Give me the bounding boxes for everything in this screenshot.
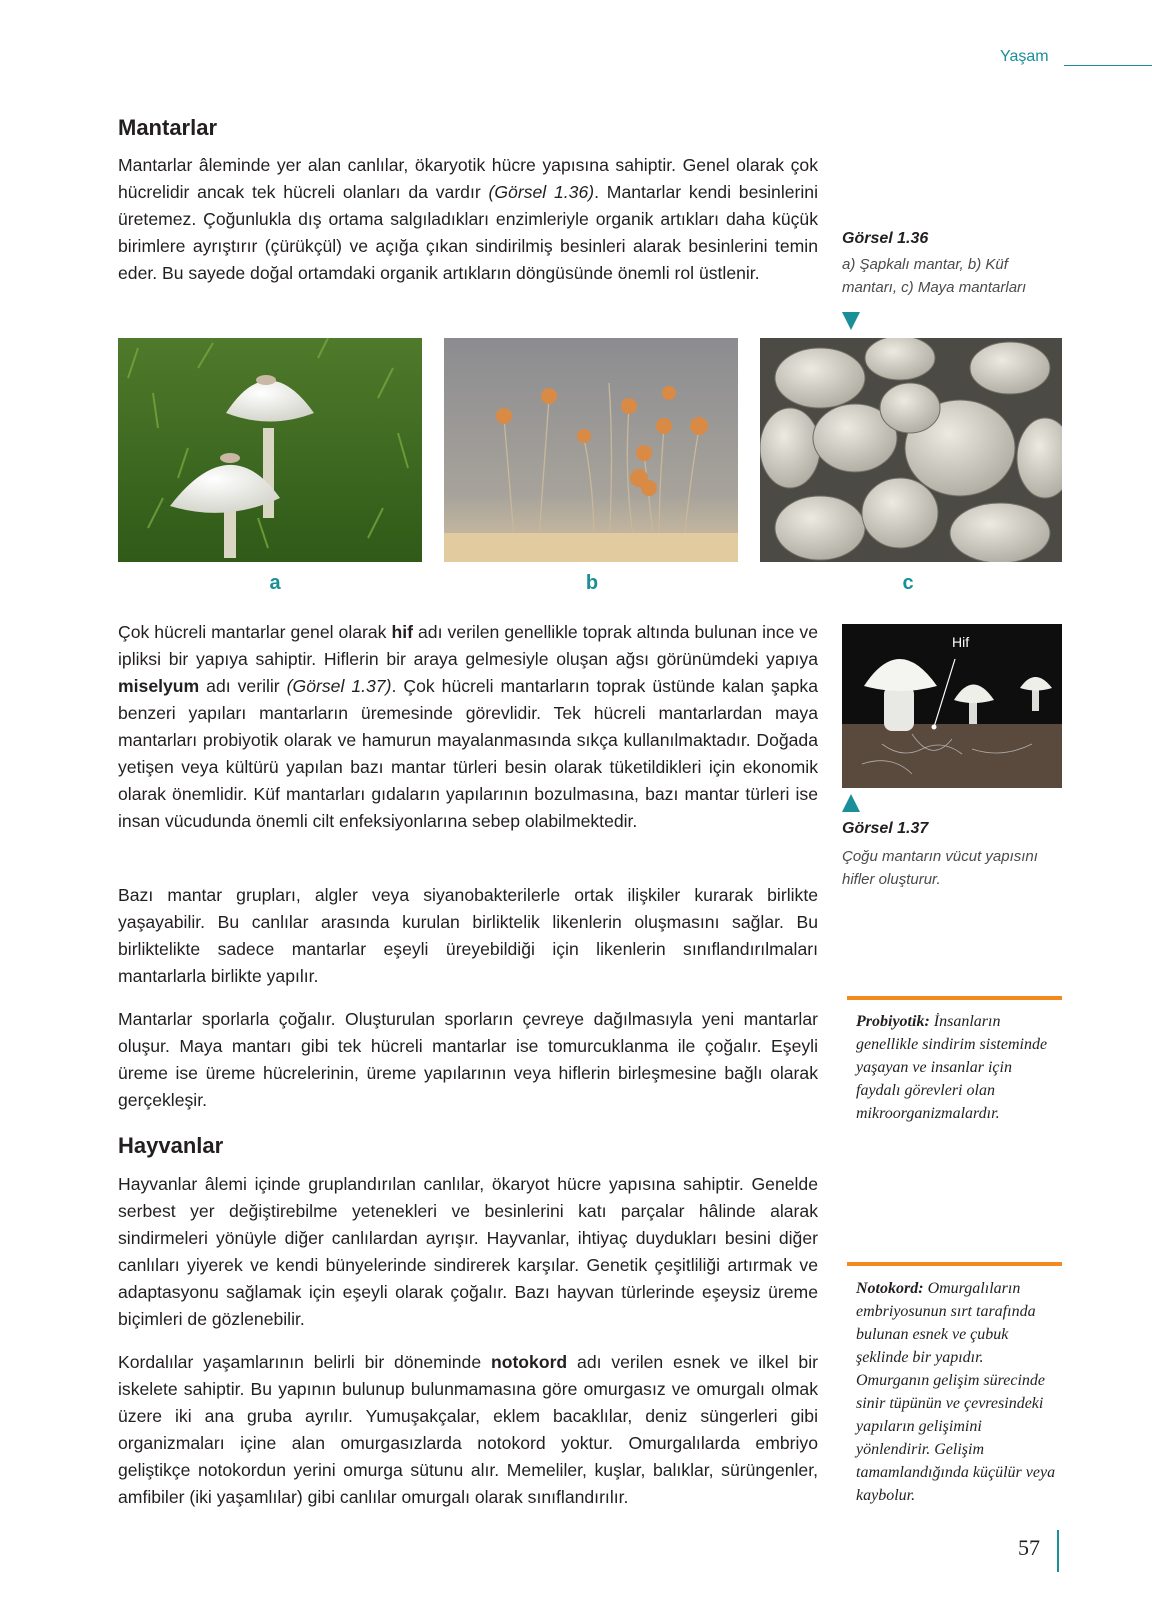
image-mold-fungus xyxy=(444,338,738,562)
running-header-rule xyxy=(1064,65,1152,66)
section-title-hayvanlar: Hayvanlar xyxy=(118,1133,224,1158)
figure-label-a: a xyxy=(269,572,281,594)
figure-1-36-caption: a) Şapkalı mantar, b) Küf mantarı, c) Maya mantarları xyxy=(842,256,1027,296)
figure-1-36-title: Görsel 1.36 xyxy=(842,230,929,247)
figure-label-c: c xyxy=(902,572,914,594)
glossary-notokord: Notokord: Omurgalıların embriyosunun sırt tarafında bulunan esnek ve çubuk şeklinde bir yapıdır. Omurganın gelişim sürecinde sinir tüpünün ve çevresindeki yapıların gelişimini yönlendirir. Gelişim tamamlandığında küçülür veya kaybolur. xyxy=(856,1280,1056,1504)
hayvanlar-paragraph-2: Kordalılar yaşamlarının belirli bir döneminde notokord adı verilen esnek ve ilkel bir iskelete sahiptir. Bu yapının bulunup bulunmamasına göre omurgasız ve omurgalı olmak üzere iki ana gruba ayrılır. Yumuşakçalar, eklem bacaklılar, deniz süngerleri gibi organizmaları içine alan omurgasızlarda notokord yoktur. Omurgalılarda embriyo geliştikçe notokordun yerini omurga sütunu alır. Memeliler, kuşlar, balıklar, sürüngenler, amfibiler (iki yaşamlılar) gibi canlılar omurgalı olarak sınıflandırılır. xyxy=(118,1352,818,1507)
page-number-rule xyxy=(1057,1530,1059,1572)
mantarlar-paragraph-2: Çok hücreli mantarlar genel olarak hif adı verilen genellikle toprak altında bulunan ince ve ipliksi bir yapıya sahiptir. Hiflerin bir araya gelmesiyle oluşan ağsı görünümdeki yapıya miselyum adı verilir (Görsel 1.37). Çok hücreli mantarların toprak üstünde kalan şapka benzeri yapıları mantarların üremesinde görevlidir. Tek hücreli mantarlardan maya mantarları probiyotik olarak ve hamurun mayalanmasında sıkça kullanılmaktadır. Doğada yetişen veya kültürü yapılan bazı mantar türleri besin olarak tüketildikleri için ekonomik olarak önemlidir. Küf mantarları gıdaların yapılarının bozulmasına, bazı mantar türleri ise insan vücudunda önemli cilt enfeksiyonlarına sebep olabilmektedir. xyxy=(118,622,819,831)
figure-label-b: b xyxy=(585,572,599,594)
running-header-section: Yaşam xyxy=(1000,48,1049,65)
page-number: 57 xyxy=(1018,1535,1040,1560)
figure-1-37-title: Görsel 1.37 xyxy=(842,820,929,837)
glossary-probiyotik: Probiyotik: İnsanların genellikle sindirim sisteminde yaşayan ve insanlar için faydalı görevleri olan mikroorganizmalardır. xyxy=(856,1013,1048,1122)
mantarlar-paragraph-1: Mantarlar âleminde yer alan canlılar, ökaryotik hücre yapısına sahiptir. Genel olarak çok hücrelidir ancak tek hücreli olanları da vardır (Görsel 1.36). Mantarlar kendi besinlerini üretemez. Çoğunlukla dış ortama salgıladıkları enzimleriyle organik artıkları daha küçük birimlere ayrıştırır (çürükçül) ve açığa çıkan sindirilmiş besinleri alarak besinlerini temin eder. Bu sayede doğal ortamdaki organik artıkların döngüsünde önemli rol üstlenir. xyxy=(118,155,818,283)
figure-1-37-caption: Çoğu mantarın vücut yapısını hifler oluşturur. xyxy=(842,848,1038,888)
glossary-notokord-rule xyxy=(847,1262,1062,1266)
section-title-mantarlar: Mantarlar xyxy=(118,115,218,140)
hif-callout-label: Hif xyxy=(952,634,970,650)
glossary-probiyotik-rule xyxy=(847,996,1062,1000)
caption-pointer-up-icon xyxy=(842,794,860,812)
image-hyphae-mushroom xyxy=(842,624,1062,788)
mantarlar-paragraph-3: Bazı mantar grupları, algler veya siyanobakterilerle ortak ilişkiler kurarak birlikte yaşayabilir. Bu canlılar arasında kurulan birliktelik likenlerin oluşmasını sağlar. Bu birliktelikte sadece mantarlar eşeyli üreyebildiği için likenlerin sınıflandırılmaları mantarlarla birlikte yapılır. xyxy=(118,885,818,986)
hayvanlar-paragraph-1: Hayvanlar âlemi içinde gruplandırılan canlılar, ökaryot hücre yapısına sahiptir. Genelde serbest yer değiştirebilme yetenekleri ve besinlerini katı parçalar hâlinde alarak sindirmeleri yönüyle diğer canlılardan ayrışır. Hayvanlar, ihtiyaç duydukları besini diğer canlıları yiyerek ve kendi bünyelerinde sindirerek karşılar. Genetik çeşitliliği artırmak ve adaptasyonu sağlamak için eşeyli olarak çoğalır. Bazı hayvan türlerinde eşeysiz üreme biçimleri de gözlenebilir. xyxy=(118,1174,818,1329)
image-yeast-cells xyxy=(760,338,1062,562)
image-cap-mushroom xyxy=(118,338,422,562)
mantarlar-paragraph-4: Mantarlar sporlarla çoğalır. Oluşturulan sporların çevreye dağılmasıyla yeni mantarlar oluşur. Maya mantarı gibi tek hücreli mantarlar ise tomurcuklanma ile çoğalır. Eşeyli üreme ise üreme hücrelerinin, üreme yapılarının veya hiflerin birleşmesine bağlı olarak gerçekleşir. xyxy=(118,1009,818,1110)
caption-pointer-down-icon xyxy=(842,312,860,330)
